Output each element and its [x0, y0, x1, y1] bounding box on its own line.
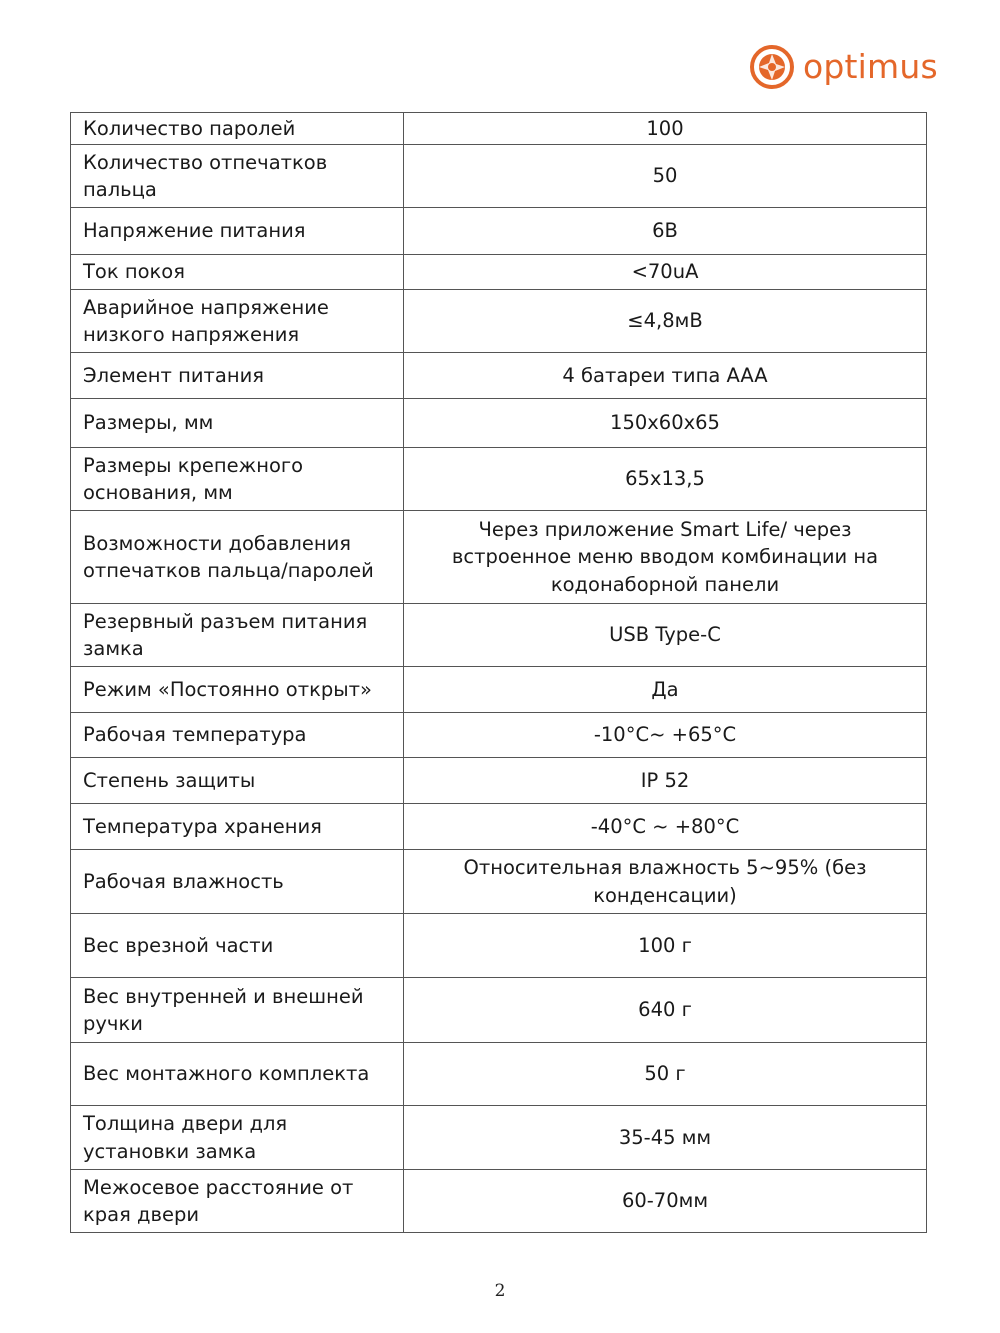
- page-number: 2: [494, 1281, 506, 1301]
- param-cell: Резервный разъем питания замка: [71, 604, 404, 667]
- param-cell: Рабочая влажность: [71, 850, 404, 914]
- value-cell: 6В: [404, 208, 927, 255]
- table-row: [71, 850, 927, 914]
- value-cell: 100: [404, 113, 927, 145]
- param-cell: Вес врезной части: [71, 914, 404, 978]
- table-row: [71, 1170, 927, 1233]
- table-row: [71, 255, 927, 290]
- table-row: [71, 978, 927, 1043]
- value-cell: 50: [404, 145, 927, 208]
- table-row: [71, 914, 927, 978]
- param-cell: Температура хранения: [71, 804, 404, 850]
- table-row: [71, 399, 927, 448]
- table-row: [71, 804, 927, 850]
- param-cell: Возможности добавления отпечатков пальца/паролей: [71, 511, 404, 604]
- value-cell: -40°C ~ +80°C: [404, 804, 927, 850]
- spec-table: [70, 112, 927, 1233]
- param-cell: Режим «Постоянно открыт»: [71, 667, 404, 713]
- value-cell: Через приложение Smart Life/ через встроенное меню вводом комбинации на кодонаборной панели: [404, 511, 927, 604]
- table-row: [71, 208, 927, 255]
- param-cell: Степень защиты: [71, 758, 404, 804]
- value-cell: ≤4,8мВ: [404, 290, 927, 353]
- table-row: [71, 113, 927, 145]
- param-cell: Аварийное напряжение низкого напряжения: [71, 290, 404, 353]
- value-cell: 65х13,5: [404, 448, 927, 511]
- table-row: [71, 713, 927, 758]
- value-cell: 50 г: [404, 1043, 927, 1106]
- spec-table-body: [71, 113, 927, 1233]
- table-row: [71, 667, 927, 713]
- param-cell: Вес внутренней и внешней ручки: [71, 978, 404, 1043]
- param-cell: Ток покоя: [71, 255, 404, 290]
- value-cell: 60-70мм: [404, 1170, 927, 1233]
- table-row: [71, 353, 927, 399]
- value-cell: 4 батареи типа AAA: [404, 353, 927, 399]
- brand-name: optimus: [803, 47, 938, 86]
- brand-logo: [749, 44, 938, 90]
- value-cell: Относительная влажность 5~95% (без конденсации): [404, 850, 927, 914]
- value-cell: IP 52: [404, 758, 927, 804]
- value-cell: USB Type-C: [404, 604, 927, 667]
- param-cell: Размеры крепежного основания, мм: [71, 448, 404, 511]
- value-cell: 35-45 мм: [404, 1106, 927, 1170]
- param-cell: Размеры, мм: [71, 399, 404, 448]
- table-row: [71, 290, 927, 353]
- value-cell: <70uA: [404, 255, 927, 290]
- table-row: [71, 1043, 927, 1106]
- aperture-logo-icon: [749, 44, 795, 90]
- param-cell: Количество отпечатков пальца: [71, 145, 404, 208]
- value-cell: 150х60х65: [404, 399, 927, 448]
- param-cell: Толщина двери для установки замка: [71, 1106, 404, 1170]
- param-cell: Элемент питания: [71, 353, 404, 399]
- param-cell: Межосевое расстояние от края двери: [71, 1170, 404, 1233]
- value-cell: 640 г: [404, 978, 927, 1043]
- table-row: [71, 1106, 927, 1170]
- table-row: [71, 145, 927, 208]
- value-cell: 100 г: [404, 914, 927, 978]
- table-row: [71, 511, 927, 604]
- table-row: [71, 758, 927, 804]
- param-cell: Рабочая температура: [71, 713, 404, 758]
- value-cell: Да: [404, 667, 927, 713]
- table-row: [71, 604, 927, 667]
- table-row: [71, 448, 927, 511]
- value-cell: -10°C~ +65°C: [404, 713, 927, 758]
- param-cell: Вес монтажного комплекта: [71, 1043, 404, 1106]
- param-cell: Количество паролей: [71, 113, 404, 145]
- param-cell: Напряжение питания: [71, 208, 404, 255]
